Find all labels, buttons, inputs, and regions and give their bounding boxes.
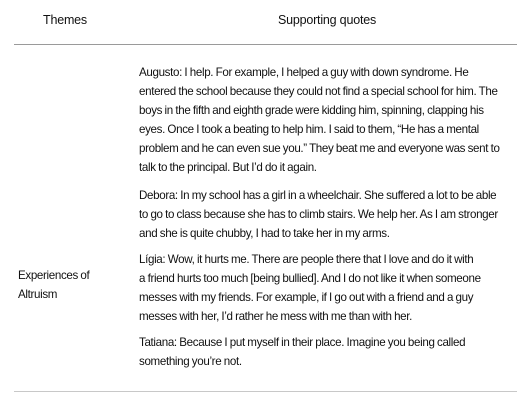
table-bottom-divider [14,391,517,392]
column-header-themes: Themes [43,13,87,27]
quote-augusto: Augusto: I help. For example, I helped a guy with down syndrome. He entered the school because they could not find a special school for him. The boys in the fifth and eighth grade were kidding him, spinning, clapping his eyes. Once I took a beating to help him. I said to them, “He has a mental problem and he can even sue you.” They beat me and everyone was sent to talk to the principal. But I’d do it again. [139,66,500,174]
theme-cell: Experiences of Altruism [18,269,90,301]
column-header-supporting-quotes: Supporting quotes [277,13,377,27]
quote-debora: Debora: In my school has a girl in a wheelchair. She suffered a lot to be able to go to class because she has to climb stairs. We help her. As I am stronger and she is quite chubby, I had to take her in my arms. [139,189,498,240]
table-header-row [14,0,517,45]
quote-ligia: Lígia: Wow, it hurts me. There are people there that I love and do it with a friend hurts too much [being bullied]. And I do not like it when someone messes with my friends. For example, if I go out with a friend and a guy messes with her, I’d rather he mess with me than with her. [139,253,481,323]
quote-tatiana: Tatiana: Because I put myself in their place. Imagine you being called something you’re not. [139,336,466,368]
